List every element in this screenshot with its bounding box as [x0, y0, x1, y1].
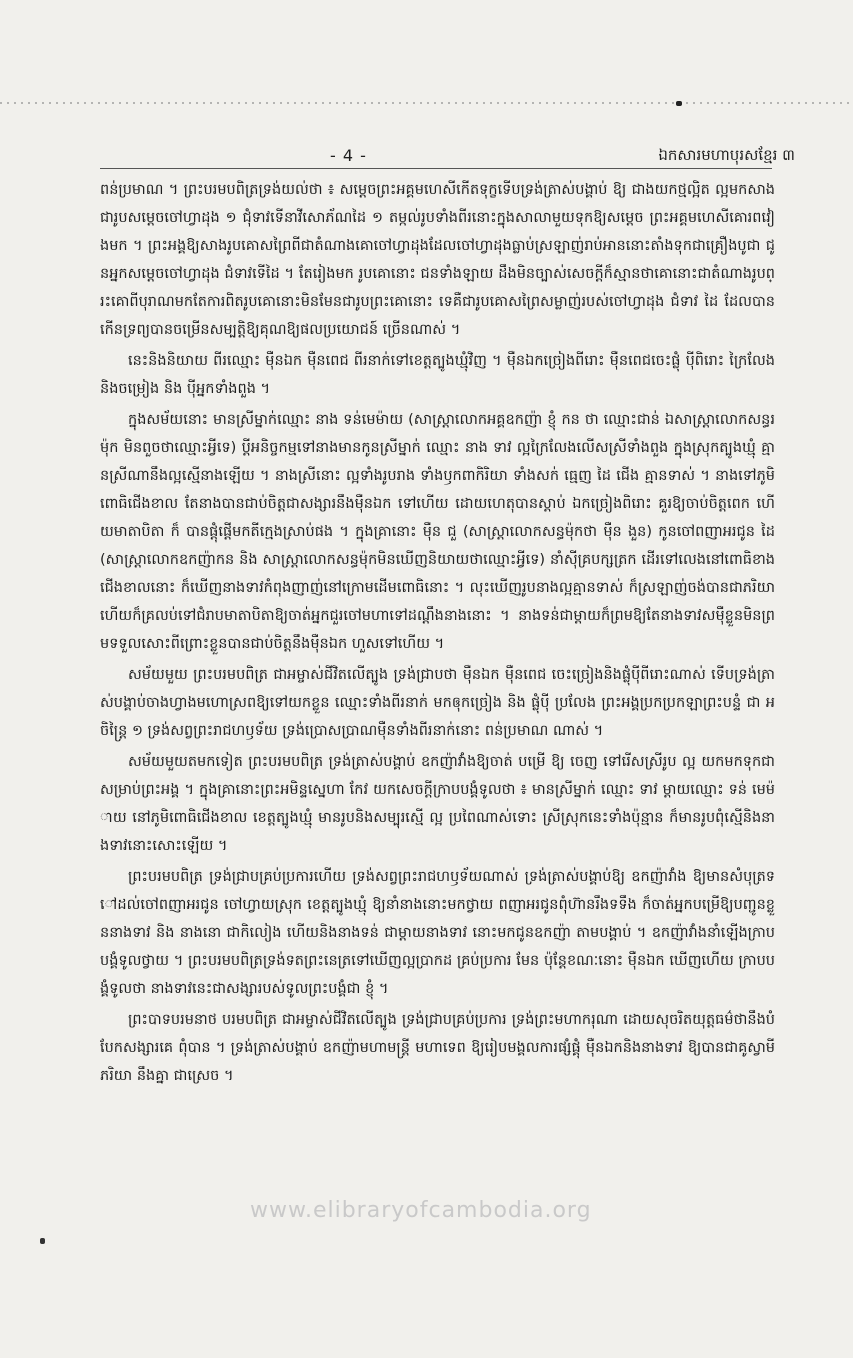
scan-speck [676, 101, 682, 106]
document-body [100, 176, 775, 1226]
scan-noise-line [0, 102, 853, 104]
paragraph-7: ព្រះបាទបរមនាថ បរមបពិត្រ ជាអម្ចាស់ជីវិតលើត្បូង ទ្រង់ជ្រាបគ្រប់ប្រការ ទ្រង់ព្រះមហាករុណា ដោយសុចរិតយុត្តធម៌ថានឹងបំបែកសង្សារគេ ពុំបាន ។ ទ្រង់ត្រាស់បង្គាប់ ឧកញ៉ាមហាមន្ត្រី មហាទេព ឱ្យរៀបមង្គលការផ្សំផ្គុំ ម៉ឺនឯកនិងនាងទាវ ឱ្យបានជាគូស្វាមី ភរិយា នឹងគ្នា ជាស្រេច ។ [100, 1012, 775, 1084]
watermark: www.elibraryofcambodia.org [250, 1198, 592, 1223]
paragraph-2: នេះនិងនិយាយ ពីរឈ្មោះ ម៉ឺនឯក ម៉ឺនពេជ ពីរនាក់ទៅខេត្តត្បូងឃ្មុំវិញ ។ ម៉ឺនឯកច្រៀងពីរោះ ម៉ឺនពេជចេះផ្លុំ ប៉ីពិរោះ ក្រៃលែងនិងចម្រៀង និង ប៉ីអ្នកទាំងពួង ។ [100, 353, 775, 397]
page-header [0, 146, 853, 168]
page-number: - 4 - [330, 146, 367, 165]
paragraph-4: សម័យមួយ ព្រះបរមបពិត្រ ជាអម្ចាស់ជីវិតលើត្បូង ទ្រង់ជ្រាបថា ម៉ឺនឯក ម៉ឺនពេជ ចេះច្រៀងនិងផ្លុំប៉ីពីរោះណាស់ ទើបទ្រង់ត្រាស់បង្គាប់ចាងហ្វាងមហោស្រពឱ្យទៅយកខ្លួន ឈ្មោះទាំងពីរនាក់ មកឲុកច្រៀង និង ផ្លុំប៉ី ប្រលែង ព្រះអង្គប្រកប្រកឡាព្រះបន្ទំ ជា អចិន្ត្រៃ ១ ទ្រង់សព្វព្រះរាជហឫទ័យ ទ្រង់ប្រោសប្រាណម៉ឺនទាំងពីរនាក់នោះ ពន់ប្រមាណ ណាស់ ។ [100, 667, 775, 739]
paragraph-3: ក្នុងសម័យនោះ មានស្រីម្នាក់ឈ្មោះ នាង ទន់មេម៉ាយ (សាស្ត្រាលោកអគ្គឧកញ៉ា ខ្ញុំ កន ថា ឈ្មោះជាន់ ឯសាស្ត្រាលោកសន្ធរម៉ុក មិនពួចថាឈ្មោះអ្វីទេ) ប្ដីអនិច្ចកម្មទៅនាងមានកូនស្រីម្នាក់ ឈ្មោះ នាង ទាវ ល្អក្រៃលែងលើសស្រីទាំងពួង ក្នុងស្រុកត្បូងឃ្មុំ គ្មានស្រីណានឹងល្អស្មើនាងឡើយ ។ នាងស្រីនោះ ល្អទាំងរូបរាង ទាំងឫកពាកិរិយា ទាំងសក់ ធ្មេញ ដៃ ជើង គ្មានទាស់ ។ នាងទៅភូមិ ពោធិជើងខាល តែនាងបានជាប់ចិត្តជាសង្សារនឹងម៉ឺនឯក ទៅហើយ ដោយហេតុបានស្ដាប់ ឯកច្រៀងពិរោះ គួរឱ្យចាប់ចិត្តពេក ហើយមាតាបិតា ក៏ បានផ្ដុំផ្ដើមកតីក្មេងស្រាប់ផង ។ ក្នុងគ្រានោះ ម៉ឺន ជួ (សាស្ត្រាលោកសន្ធម៉ុកថា ម៉ឺន ងួន) កូនចៅពញាអរជូន ដៃ (សាស្ត្រាលោកឧកញ៉ាកន និង សាស្ត្រាលោកសន្ធម៉ុកមិនឃើញនិយាយថាឈ្មោះអ្វីទេ) នាំស៊ីគ្របក្សត្រក ដើរទៅលេងនៅពោធិខាងជើងខាលនោះ ក៏ឃើញនាងទាវកំពុងញាញ់នៅក្រោមដើមពោធិនោះ ។ លុះឃើញរូបនាងល្អគ្មានទាស់ ក៏ស្រឡាញ់ចង់បានជាភរិយាហើយក៏គ្រលប់ទៅជំរាបមាតាបិតាឱ្យចាត់អ្នកជួរចៅមហាទៅដណ្ដឹងនាងនោះ ។ នាងទន់ជាម្ដាយក៏ព្រមឱ្យតែនាងទាវសម៉ឺខ្លួនមិនព្រមទទួលសោះពីព្រោះខ្លួនបានជាប់ចិត្តនឹងម៉ឺនឯក ហួសទៅហើយ ។ [100, 412, 775, 652]
running-title: ឯកសារមហាបុរសខ្មែរ ៣ [658, 146, 795, 164]
paragraph-5: សម័យមួយតមកទៀត ព្រះបរមបពិត្រ ទ្រង់ត្រាស់បង្គាប់ ឧកញ៉ាវាំងឱ្យចាត់ បម្រើ ឱ្យ ចេញ ទៅរើសស្រីរូប ល្អ យកមកទុកជាសម្រាប់ព្រះអង្គ ។ ក្នុងគ្រានោះព្រះអមិន្ទស្នេហា កែវ យកសេចក្ដីក្រាបបង្គំទូលថា ៖ មានស្រីម្នាក់ ឈ្មោះ ទាវ ម្ដាយឈ្មោះ ទន់ មេម៉ាយ នៅភូមិពោធិជើងខាល ខេត្តត្បូងឃ្មុំ មានរូបនិងសម្បុរស្មើ ល្អ ប្រពៃណាស់ទោះ ស្រីស្រុកនេះទាំងប៉ុន្មាន ក៏មានរូបពុំស្មើនិងនាងទាវនោះសោះឡើយ ។ [100, 754, 775, 854]
paragraph-1: ពន់ប្រមាណ ។ ព្រះបរមបពិត្រទ្រង់យល់ថា ៖ សម្ដេចព្រះអគ្គមហេសីកើតទុក្ខទើបទ្រង់ត្រាស់បង្គាប់ ឱ្យ ជាងយកថ្មល្អិត ល្អមកសាងជារូបសម្ដេចចៅហ្វាដុង ១ ជុំទាវទើនាវីសោភ័ណដៃ ១ តម្កល់រូបទាំងពីរនោះក្នុងសាលាមួយទុកឱ្យសម្ដេច ព្រះអគ្គមហេសីគោរពវៀងមក ។ ព្រះអង្គឱ្យសាងរូបគោសព្រៃពីជាតំណាងគោចៅហ្វាដុងដែលចៅហ្វាដុងធ្លាប់ស្រឡាញ់រាប់អាននោះតាំងទុកជាគ្រឿងបូជា ជូនអ្នកសម្ដេចចៅហ្វាដុង ជំទាវទើដៃ ។ តែរៀងមក រូបគោនោះ ជនទាំងឡាយ ដឹងមិនច្បាស់សេចក្ដីក៏ស្មានថាគោនោះជាតំណាងរូបព្រះគោពីបុរាណមកតែការពិតរូបគោនោះមិនមែនជារូបព្រះគោនោះ ទេគឺជារូបគោសព្រៃសម្លាញ់របស់ចៅហ្វាដុង ជំទាវ ដៃ ដែលបានកើនទ្រព្យបានចម្រើនសម្បត្តិឱ្យគុណឱ្យផលប្រយោជន៍ ច្រើនណាស់ ។ [100, 182, 775, 338]
header-rule [100, 168, 772, 169]
scan-speck [40, 1238, 45, 1244]
paragraph-6: ព្រះបរមបពិត្រ ទ្រង់ជ្រាបគ្រប់ប្រការហើយ ទ្រង់សព្វព្រះរាជហឫទ័យណាស់ ទ្រង់ត្រាស់បង្គាប់ឱ្យ ឧកញ៉ាវាំង ឱ្យមានសំបុត្រទៅដល់ចៅពញាអរជូន ចៅហ្វាយស្រុក ខេត្តត្បូងឃ្មុំ ឱ្យនាំនាងនោះមកថ្វាយ ពញាអរជូនពុំហ៊ានរឹងទទឹង ក៏ចាត់អ្នកបម្រើឱ្យបញ្ជូនខ្លួននាងទាវ និង នាងនោ ជាកិលៀង ហើយនិងនាងទន់ ជាម្ដាយនាងទាវ នោះមកជូនឧកញ៉ា តាមបង្គាប់ ។ ឧកញ៉ាវាំងនាំឡើងក្រាបបង្គំទូលថ្វាយ ។ ព្រះបរមបពិត្រទ្រង់ទតព្រះនេត្រទៅឃើញល្អប្រាកដ គ្រប់ប្រការ មែន ប៉ុន្តែខណៈនោះ ម៉ឺនឯក ឃើញហើយ ក្រាបបង្គំទូលថា នាងទាវនេះជាសង្សារបស់ទូលព្រះបង្គំជា ខ្ញុំ ។ [100, 869, 775, 997]
